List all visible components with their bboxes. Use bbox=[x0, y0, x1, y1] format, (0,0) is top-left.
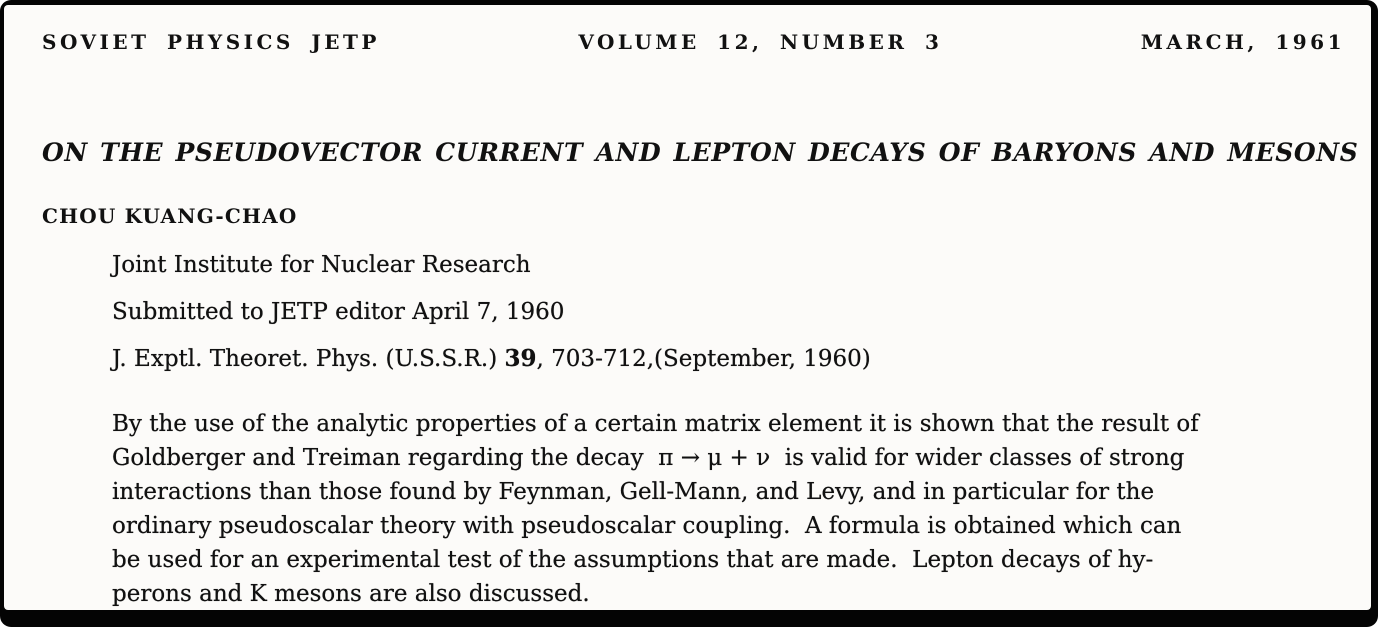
journal-page bbox=[4, 5, 1371, 610]
citation-volume: 39 bbox=[504, 345, 537, 372]
citation-pages-date: , 703-712,(September, 1960) bbox=[536, 346, 871, 372]
abstract bbox=[112, 407, 1322, 611]
abstract-line: interactions than those found by Feynman, Gell-Mann, and Levy, and in particular for the bbox=[112, 479, 1155, 505]
journal-date: MARCH, 1961 bbox=[1140, 30, 1345, 54]
author-affiliation: Joint Institute for Nuclear Research bbox=[112, 252, 531, 278]
abstract-line: ordinary pseudoscalar theory with pseudoscalar coupling. A formula is obtained which can bbox=[112, 513, 1182, 539]
abstract-line: Goldberger and Treiman regarding the decay π → μ + ν is valid for wider classes of strong bbox=[112, 445, 1185, 471]
citation-journal: J. Exptl. Theoret. Phys. (U.S.S.R.) bbox=[112, 346, 505, 372]
author-name: CHOU KUANG-CHAO bbox=[42, 204, 298, 228]
journal-header bbox=[42, 30, 1345, 54]
journal-name: SOVIET PHYSICS JETP bbox=[42, 30, 380, 54]
abstract-line: be used for an experimental test of the assumptions that are made. Lepton decays of hy- bbox=[112, 547, 1154, 573]
abstract-line: perons and K mesons are also discussed. bbox=[112, 581, 590, 607]
journal-volume-issue: VOLUME 12, NUMBER 3 bbox=[578, 30, 943, 54]
submission-note: Submitted to JETP editor April 7, 1960 bbox=[112, 299, 565, 325]
citation-line bbox=[112, 345, 871, 372]
abstract-line: By the use of the analytic properties of a certain matrix element it is shown that the result of bbox=[112, 411, 1199, 437]
paper-title: ON THE PSEUDOVECTOR CURRENT AND LEPTON DECAYS OF BARYONS AND MESONS bbox=[42, 138, 1359, 167]
